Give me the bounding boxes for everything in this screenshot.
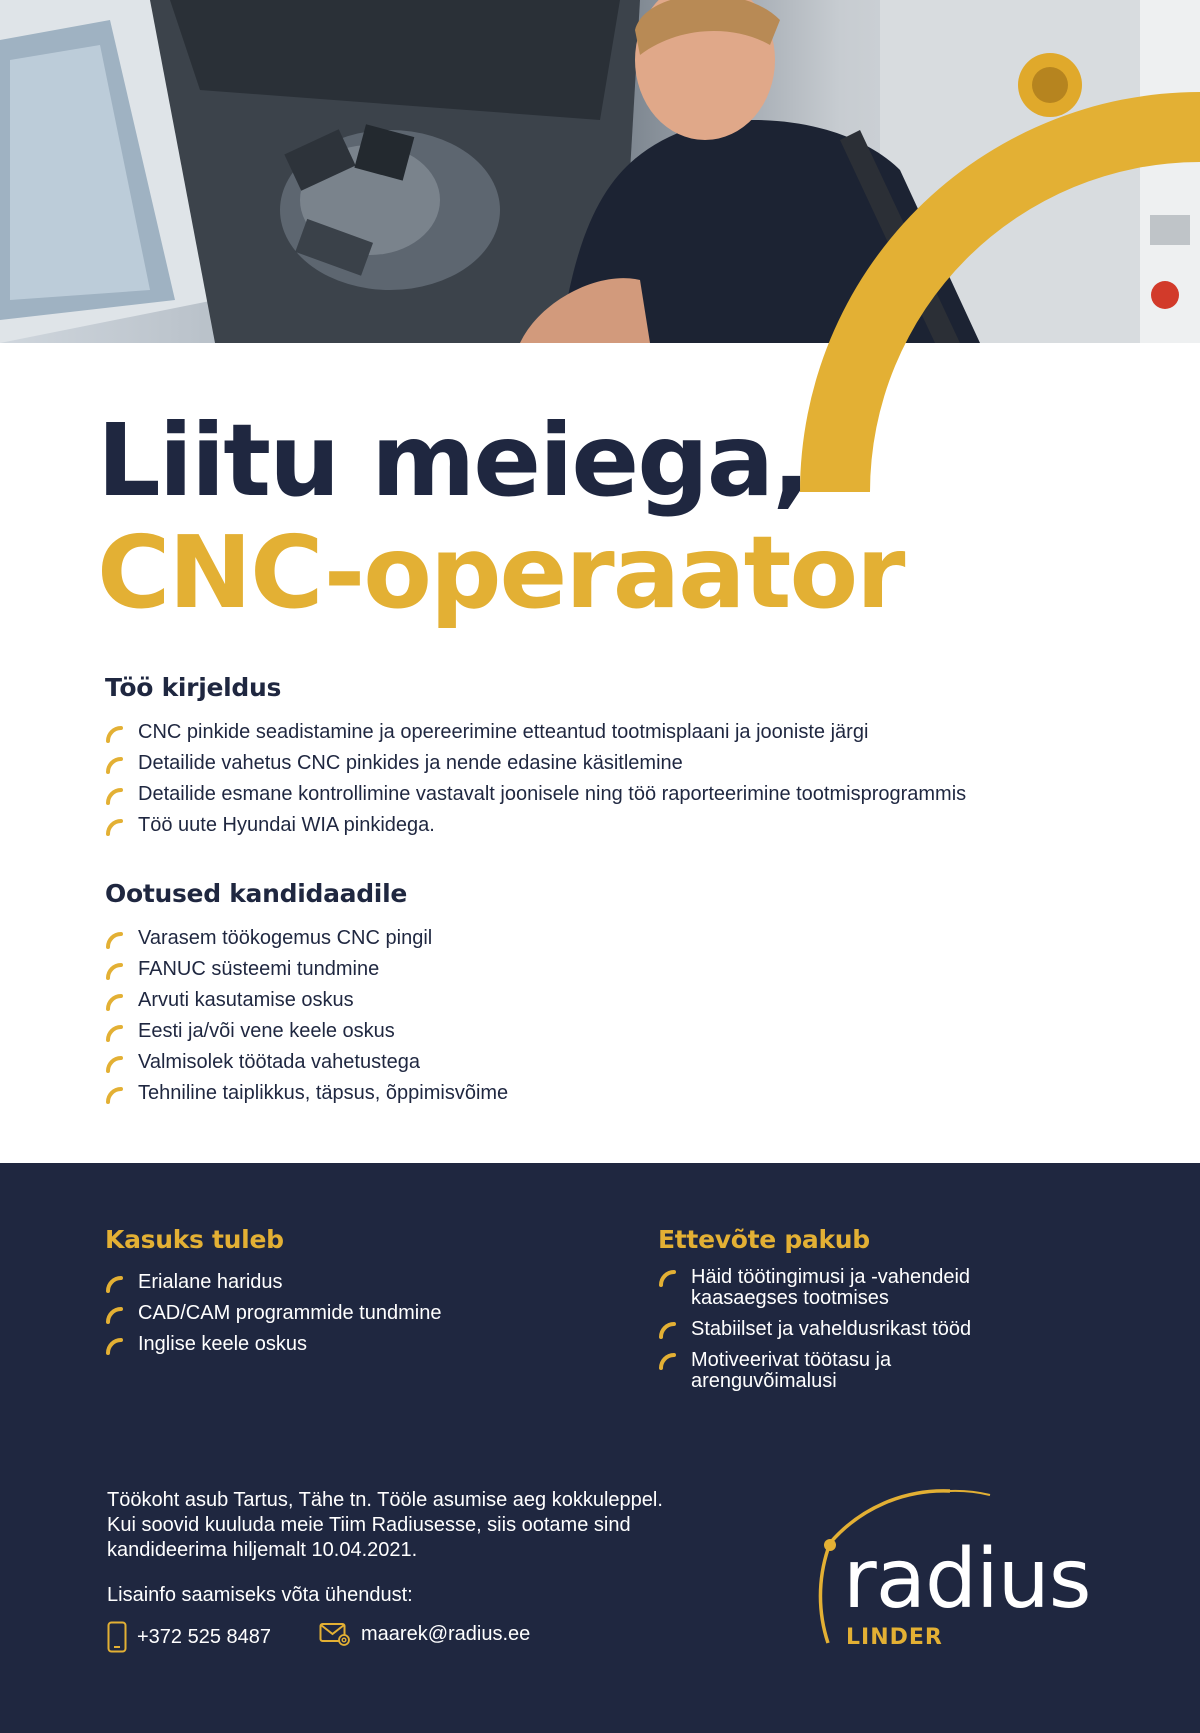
list-item-text: Töö uute Hyundai WIA pinkidega. [138,814,435,836]
arc-bullet-icon [105,787,123,805]
email-icon [319,1621,351,1647]
contact-prompt: Lisainfo saamiseks võta ühendust: [107,1584,413,1606]
list-item-text: Motiveerivat töötasu ja arenguvõimalusi [691,1349,892,1392]
list-item [105,1078,1105,1109]
headline [97,402,904,631]
list-item-text: Tehniline taiplikkus, täpsus, õppimisvõime [138,1082,509,1104]
arc-bullet-icon [105,1086,123,1104]
advantages-list [105,1267,605,1360]
list-item [105,1267,605,1298]
footer-panel [0,1163,1200,1733]
list-item [105,779,1105,810]
list-item [658,1319,1018,1340]
list-item-text: Varasem töökogemus CNC pingil [138,927,433,949]
expectations-section [105,879,1105,1109]
offer-list [658,1267,1018,1392]
list-item-text: Inglise keele oskus [138,1333,307,1355]
expectations-title: Ootused kandidaadile [105,879,407,908]
email-contact[interactable] [319,1621,530,1647]
job-info [107,1488,667,1608]
offer-title: Ettevõte pakub [658,1225,870,1254]
list-item-text: Erialane haridus [138,1271,283,1293]
phone-contact[interactable] [107,1621,271,1653]
arc-bullet-icon [105,962,123,980]
list-item-text: Eesti ja/või vene keele oskus [138,1020,395,1042]
list-item-text: CAD/CAM programmide tundmine [138,1302,442,1324]
arc-bullet-icon [105,1055,123,1073]
list-item [105,923,1105,954]
job-description-section [105,673,1105,841]
arc-bullet-icon [105,931,123,949]
list-item-text: FANUC süsteemi tundmine [138,958,380,980]
job-description-list [105,717,1105,841]
arc-bullet-icon [105,725,123,743]
list-item-text: Detailide esmane kontrollimine vastavalt joonisele ning töö raporteerimine tootmisprogrammis [138,783,967,805]
arc-bullet-icon [105,1337,123,1355]
phone-icon [107,1621,127,1653]
phone-number[interactable]: +372 525 8487 [137,1625,272,1648]
expectations-list [105,923,1105,1109]
arc-bullet-icon [658,1269,676,1287]
advantages-section [105,1225,605,1360]
list-item [105,954,1105,985]
arc-bullet-icon [105,1275,123,1293]
list-item-text: Arvuti kasutamise oskus [138,989,354,1011]
list-item-text: Stabiilset ja vaheldusrikast tööd [691,1318,972,1340]
list-item-text: Detailide vahetus CNC pinkides ja nende edasine käsitlemine [138,752,683,774]
list-item [105,717,1105,748]
logo-word: radius [843,1532,1091,1627]
list-item [658,1350,1018,1392]
arc-bullet-icon [105,1306,123,1324]
job-info-text: Töökoht asub Tartus, Tähe tn. Tööle asumise aeg kokkuleppel. Kui soovid kuuluda meie Tiim Radiusesse, siis ootame sind kandideerima hiljemalt 10.04.2021. [107,1489,663,1561]
list-item-text: CNC pinkide seadistamine ja opereerimine etteantud tootmisplaani ja jooniste järgi [138,721,869,743]
arc-bullet-icon [658,1352,676,1370]
headline-job-title: CNC-operaator [97,514,904,631]
list-item [105,1047,1105,1078]
arc-bullet-icon [105,818,123,836]
logo-sub: LINDER [846,1625,943,1650]
job-description-title: Töö kirjeldus [105,673,282,702]
radius-linder-logo [790,1483,1120,1653]
list-item [105,1329,605,1360]
list-item [105,810,1105,841]
arc-bullet-icon [105,993,123,1011]
arc-bullet-icon [105,756,123,774]
arc-bullet-icon [105,1024,123,1042]
list-item [105,1016,1105,1047]
offer-section [658,1225,1018,1402]
list-item [105,748,1105,779]
headline-line1: Liitu meiega, [97,402,809,519]
list-item-text: Häid töötingimusi ja -vahendeid kaasaegses tootmises [691,1266,971,1309]
list-item [105,1298,605,1329]
list-item [658,1267,1018,1309]
list-item-text: Valmisolek töötada vahetustega [138,1051,421,1073]
advantages-title: Kasuks tuleb [105,1225,284,1254]
arc-bullet-icon [658,1321,676,1339]
email-address[interactable]: maarek@radius.ee [361,1622,531,1645]
list-item [105,985,1105,1016]
